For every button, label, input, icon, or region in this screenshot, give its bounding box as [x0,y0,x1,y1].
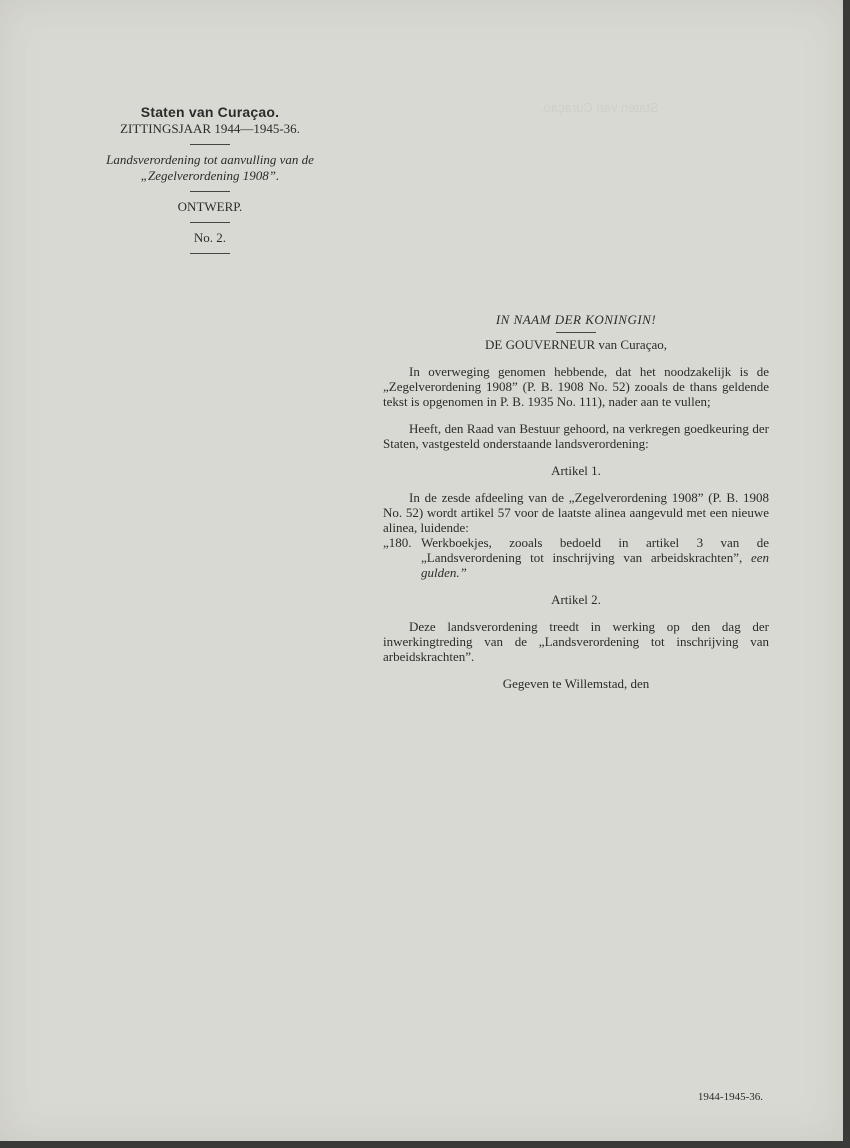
article-item-fee: een gulden.” [421,550,770,580]
article-item-text [421,535,769,580]
session-year: ZITTINGSJAAR 1944—1945-36. [120,121,300,136]
spacer [383,451,769,463]
article-paragraph: In de zesde afdeeling van de „Zegelverordening 1908” (P. B. 1908 No. 52) wordt artikel 57 voor de laatste alinea aangevuld met een nieuwe alinea, luidende: [383,490,769,535]
article-paragraph: Deze landsverordening treedt in werking op den dag der inwerkingtreding van de „Landsverordening tot inschrijving van arbeidskrachten”. [383,619,769,664]
draft-number: No. 2. [193,230,227,245]
show-through-text: Staten van Curaçao. [540,100,659,115]
spacer [383,409,769,421]
divider [190,191,230,192]
spacer [383,580,769,592]
footer-reference: 1944-1945-36. [697,1091,763,1103]
spacer [383,478,769,490]
decree-body [383,312,769,691]
article-heading: Artikel 1. [551,463,601,478]
article-item-number: „180. [383,535,412,550]
motto: IN NAAM DER KONINGIN! [495,312,657,327]
draft-label: ONTWERP. [177,199,243,214]
subject-line: Landsverordening tot aanvulling van de „Zegelverordening 1908”. [106,152,314,183]
scan-edge-right [843,0,850,1148]
recital-paragraph: Heeft, den Raad van Bestuur gehoord, na verkregen goedkeuring der Staten, vastgesteld onderstaande landsverordening: [383,421,769,451]
closing-line: Gegeven te Willemstad, den [502,676,650,691]
scan-edge-bottom [0,1141,850,1148]
spacer [383,352,769,364]
article-item-body: Werkboekjes, zooals bedoeld in artikel 3 van de „Landsverordening tot inschrijving van arbeidskrachten”, [421,535,769,565]
divider [556,332,596,333]
document-header [60,104,360,261]
recital-paragraph: In overweging genomen hebbende, dat het noodzakelijk is de „Zegelverordening 1908” (P. B. 1908 No. 52) zooals de thans geldende tekst is opgenomen in P. B. 1935 No. 111), nader aan te vullen; [383,364,769,409]
article-item [383,535,769,580]
divider [190,222,230,223]
article-heading: Artikel 2. [551,592,601,607]
issuer: DE GOUVERNEUR van Curaçao, [485,337,667,352]
spacer [383,607,769,619]
organization-title: Staten van Curaçao. [140,104,280,120]
divider [190,253,230,254]
spacer [383,664,769,676]
divider [190,144,230,145]
